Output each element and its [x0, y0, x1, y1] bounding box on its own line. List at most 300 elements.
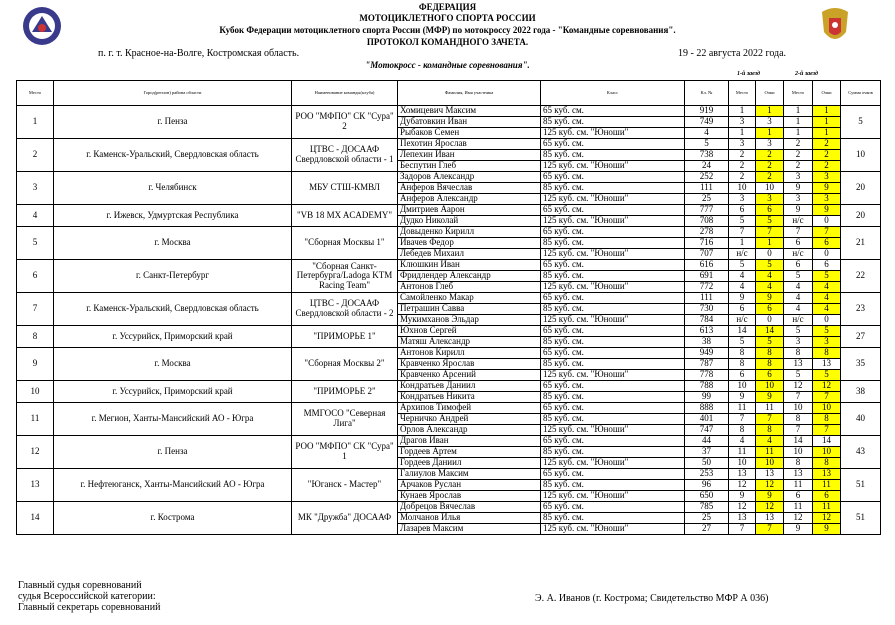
- rider-class: 85 куб. см.: [541, 304, 685, 315]
- team-name: ММГОСО "Северная Лига": [292, 403, 398, 436]
- rider-class: 125 куб. см. "Юноши": [541, 216, 685, 227]
- race2-points: 3: [813, 172, 841, 183]
- team-place: 5: [17, 227, 54, 260]
- team-total: 21: [841, 227, 881, 260]
- rider-name: Черничко Андрей: [398, 414, 541, 425]
- rider-name: Дудко Николай: [398, 216, 541, 227]
- rider-class: 85 куб. см.: [541, 271, 685, 282]
- team-total: 40: [841, 403, 881, 436]
- rider-number: 5: [685, 139, 729, 150]
- rider-class: 85 куб. см.: [541, 238, 685, 249]
- race1-points: 5: [756, 216, 784, 227]
- rider-class: 65 куб. см.: [541, 139, 685, 150]
- rider-class: 65 куб. см.: [541, 348, 685, 359]
- race2-place: 9: [784, 524, 813, 535]
- rider-class: 85 куб. см.: [541, 337, 685, 348]
- rider-class: 125 куб. см. "Юноши": [541, 425, 685, 436]
- team-place: 11: [17, 403, 54, 436]
- race2-points: 7: [813, 392, 841, 403]
- rider-number: 613: [685, 326, 729, 337]
- rider-name: Антонов Глеб: [398, 282, 541, 293]
- team-place: 13: [17, 469, 54, 502]
- team-total: 10: [841, 139, 881, 172]
- team-city: г. Пенза: [54, 436, 292, 469]
- rider-number: 772: [685, 282, 729, 293]
- table-row: [17, 293, 881, 304]
- team-total: 22: [841, 260, 881, 293]
- rider-class: 125 куб. см. "Юноши": [541, 315, 685, 326]
- race2-place: 5: [784, 271, 813, 282]
- rider-number: 253: [685, 469, 729, 480]
- race1-place: 9: [729, 293, 756, 304]
- race1-points: 12: [756, 502, 784, 513]
- team-name: "VB 18 MX ACADEMY": [292, 205, 398, 227]
- table-header-row: [17, 81, 881, 106]
- table-row: [17, 260, 881, 271]
- race2-points: 11: [813, 480, 841, 491]
- race2-place: 5: [784, 326, 813, 337]
- race2-place: 7: [784, 392, 813, 403]
- race1-points: 0: [756, 315, 784, 326]
- race1-place: 2: [729, 150, 756, 161]
- race1-place: 10: [729, 381, 756, 392]
- footer-line-3: Главный секретарь соревнований: [18, 602, 161, 613]
- team-city: г. Каменск-Уральский, Свердловская область: [54, 293, 292, 326]
- team-place: 4: [17, 205, 54, 227]
- venue: п. г. т. Красное-на-Волге, Костромская область.: [98, 48, 300, 59]
- rider-name: Хомицевич Максим: [398, 106, 541, 117]
- race-1-header: 1-й заезд: [737, 71, 760, 77]
- race1-points: 7: [756, 414, 784, 425]
- rider-number: 27: [685, 524, 729, 535]
- team-name: РОО "МФПО" СК "Сура" 1: [292, 436, 398, 469]
- col-race2-place: Место: [784, 81, 813, 106]
- race1-place: 11: [729, 447, 756, 458]
- race1-place: 3: [729, 139, 756, 150]
- race1-points: 1: [756, 128, 784, 139]
- race1-place: 9: [729, 491, 756, 502]
- rider-name: Петрашин Савва: [398, 304, 541, 315]
- race2-points: 10: [813, 403, 841, 414]
- race2-place: 9: [784, 205, 813, 216]
- race2-place: 13: [784, 469, 813, 480]
- team-place: 1: [17, 106, 54, 139]
- race1-points: 8: [756, 359, 784, 370]
- race1-points: 10: [756, 183, 784, 194]
- table-row: [17, 139, 881, 150]
- team-total: 23: [841, 293, 881, 326]
- rider-name: Кравченко Ярослав: [398, 359, 541, 370]
- rider-name: Лепехин Иван: [398, 150, 541, 161]
- race1-points: 9: [756, 293, 784, 304]
- rider-name: Гордеев Даниил: [398, 458, 541, 469]
- race1-place: н/с: [729, 249, 756, 260]
- race2-points: 0: [813, 216, 841, 227]
- rider-number: 24: [685, 161, 729, 172]
- race1-points: 5: [756, 337, 784, 348]
- rider-name: Кондратьев Никита: [398, 392, 541, 403]
- rider-class: 65 куб. см.: [541, 205, 685, 216]
- table-row: [17, 469, 881, 480]
- race2-place: 2: [784, 161, 813, 172]
- rider-name: Анферов Александр: [398, 194, 541, 205]
- rider-number: 38: [685, 337, 729, 348]
- team-name: ЦТВС - ДОСААФ Свердловской области - 1: [292, 139, 398, 172]
- race1-place: н/с: [729, 315, 756, 326]
- col-city: Город(регион) района области: [54, 81, 292, 106]
- table-row: [17, 348, 881, 359]
- race2-points: 13: [813, 359, 841, 370]
- rider-class: 65 куб. см.: [541, 260, 685, 271]
- team-total: 51: [841, 502, 881, 535]
- race1-place: 13: [729, 513, 756, 524]
- rider-class: 125 куб. см. "Юноши": [541, 161, 685, 172]
- team-total: 43: [841, 436, 881, 469]
- race2-points: 9: [813, 205, 841, 216]
- col-rider: Фамилия, Имя участника: [398, 81, 541, 106]
- race2-place: 11: [784, 480, 813, 491]
- race2-points: 12: [813, 381, 841, 392]
- event-subtitle: "Мотокросс - командные соревнования".: [365, 60, 530, 70]
- rider-name: Рыбаков Семен: [398, 128, 541, 139]
- rider-name: Матяш Александр: [398, 337, 541, 348]
- rider-number: 99: [685, 392, 729, 403]
- race1-points: 14: [756, 326, 784, 337]
- race1-points: 6: [756, 205, 784, 216]
- rider-number: 707: [685, 249, 729, 260]
- race1-points: 3: [756, 139, 784, 150]
- race2-points: 2: [813, 139, 841, 150]
- race1-points: 8: [756, 348, 784, 359]
- team-city: г. Мегион, Ханты-Мансийский АО - Югра: [54, 403, 292, 436]
- rider-name: Орлов Александр: [398, 425, 541, 436]
- race1-place: 10: [729, 183, 756, 194]
- race2-points: 1: [813, 128, 841, 139]
- rider-class: 85 куб. см.: [541, 150, 685, 161]
- race2-points: 8: [813, 458, 841, 469]
- team-total: 20: [841, 205, 881, 227]
- race1-points: 6: [756, 304, 784, 315]
- race1-place: 10: [729, 458, 756, 469]
- table-row: [17, 436, 881, 447]
- rider-name: Лазарев Максим: [398, 524, 541, 535]
- race2-points: 0: [813, 249, 841, 260]
- rider-class: 125 куб. см. "Юноши": [541, 491, 685, 502]
- team-place: 3: [17, 172, 54, 205]
- race2-points: 8: [813, 414, 841, 425]
- race1-place: 9: [729, 392, 756, 403]
- team-name: "Сборная Москвы 2": [292, 348, 398, 381]
- race2-place: н/с: [784, 315, 813, 326]
- race1-place: 7: [729, 227, 756, 238]
- race1-points: 13: [756, 513, 784, 524]
- table-row: [17, 502, 881, 513]
- race2-place: 7: [784, 227, 813, 238]
- team-name: "Сборная Санкт-Петербурга/Ladoga KTM Racing Team": [292, 260, 398, 293]
- race2-place: 2: [784, 139, 813, 150]
- team-place: 14: [17, 502, 54, 535]
- rider-name: Задоров Александр: [398, 172, 541, 183]
- rider-name: Архипов Тимофей: [398, 403, 541, 414]
- race1-place: 4: [729, 271, 756, 282]
- rider-number: 919: [685, 106, 729, 117]
- rider-name: Гордеев Артем: [398, 447, 541, 458]
- race2-points: 9: [813, 183, 841, 194]
- event-dates: 19 - 22 августа 2022 года.: [678, 48, 787, 59]
- team-place: 2: [17, 139, 54, 172]
- race1-place: 11: [729, 403, 756, 414]
- team-city: г. Челябинск: [54, 172, 292, 205]
- col-place: Место: [17, 81, 54, 106]
- table-row: [17, 381, 881, 392]
- rider-number: 778: [685, 370, 729, 381]
- race2-place: 10: [784, 403, 813, 414]
- team-city: г. Пенза: [54, 106, 292, 139]
- rider-number: 4: [685, 128, 729, 139]
- table-row: [17, 227, 881, 238]
- race1-place: 3: [729, 117, 756, 128]
- rider-number: 252: [685, 172, 729, 183]
- table-row: [17, 172, 881, 183]
- team-place: 12: [17, 436, 54, 469]
- rider-class: 65 куб. см.: [541, 106, 685, 117]
- race1-place: 1: [729, 128, 756, 139]
- race1-points: 12: [756, 480, 784, 491]
- race2-points: 10: [813, 447, 841, 458]
- table-row: [17, 403, 881, 414]
- race1-place: 7: [729, 414, 756, 425]
- rider-name: Дубатовкин Иван: [398, 117, 541, 128]
- col-number: Кл. №: [685, 81, 729, 106]
- team-city: г. Кострома: [54, 502, 292, 535]
- results-table: [16, 80, 881, 535]
- rider-name: Кунаев Ярослав: [398, 491, 541, 502]
- race1-place: 14: [729, 326, 756, 337]
- race1-points: 4: [756, 436, 784, 447]
- race2-points: 2: [813, 161, 841, 172]
- team-total: 27: [841, 326, 881, 348]
- race1-points: 4: [756, 271, 784, 282]
- table-row: [17, 205, 881, 216]
- race1-place: 12: [729, 502, 756, 513]
- org-line-2: МОТОЦИКЛЕТНОГО СПОРТА РОССИИ: [359, 13, 536, 23]
- team-name: ЦТВС - ДОСААФ Свердловской области - 2: [292, 293, 398, 326]
- race2-place: 4: [784, 304, 813, 315]
- rider-number: 788: [685, 381, 729, 392]
- race2-points: 4: [813, 282, 841, 293]
- rider-number: 785: [685, 502, 729, 513]
- race1-points: 7: [756, 227, 784, 238]
- rider-name: Юхнов Сергей: [398, 326, 541, 337]
- rider-number: 730: [685, 304, 729, 315]
- race2-place: 1: [784, 128, 813, 139]
- race2-place: 14: [784, 436, 813, 447]
- rider-name: Арчаков Руслан: [398, 480, 541, 491]
- race2-points: 1: [813, 117, 841, 128]
- rider-number: 787: [685, 359, 729, 370]
- rider-class: 65 куб. см.: [541, 469, 685, 480]
- rider-name: Самойленко Макар: [398, 293, 541, 304]
- rider-name: Анферов Вячеслав: [398, 183, 541, 194]
- rider-class: 125 куб. см. "Юноши": [541, 458, 685, 469]
- team-city: г. Москва: [54, 348, 292, 381]
- race2-place: 13: [784, 359, 813, 370]
- race2-place: 1: [784, 106, 813, 117]
- rider-number: 650: [685, 491, 729, 502]
- team-city: г. Уссурийск, Приморский край: [54, 326, 292, 348]
- race2-place: 3: [784, 172, 813, 183]
- race2-points: 6: [813, 238, 841, 249]
- race2-points: 5: [813, 326, 841, 337]
- org-line-1: ФЕДЕРАЦИЯ: [418, 2, 477, 12]
- col-race1-points: Очки: [756, 81, 784, 106]
- race2-points: 14: [813, 436, 841, 447]
- rider-class: 65 куб. см.: [541, 172, 685, 183]
- race1-place: 12: [729, 480, 756, 491]
- race1-points: 2: [756, 161, 784, 172]
- rider-class: 85 куб. см.: [541, 183, 685, 194]
- race2-place: 6: [784, 260, 813, 271]
- rider-name: Добрецов Вячеслав: [398, 502, 541, 513]
- race2-points: 4: [813, 293, 841, 304]
- rider-class: 125 куб. см. "Юноши": [541, 128, 685, 139]
- race1-place: 6: [729, 205, 756, 216]
- race2-points: 5: [813, 271, 841, 282]
- race1-place: 5: [729, 260, 756, 271]
- rider-name: Лебедев Михаил: [398, 249, 541, 260]
- rider-number: 708: [685, 216, 729, 227]
- race2-place: 9: [784, 183, 813, 194]
- team-name: МК "Дружба" ДОСААФ: [292, 502, 398, 535]
- race2-place: 8: [784, 414, 813, 425]
- race2-points: 11: [813, 502, 841, 513]
- rider-number: 44: [685, 436, 729, 447]
- team-name: "Сборная Москвы 1": [292, 227, 398, 260]
- team-city: г. Нефтеюганск, Ханты-Мансийский АО - Югра: [54, 469, 292, 502]
- race1-points: 0: [756, 249, 784, 260]
- race2-points: 3: [813, 194, 841, 205]
- rider-name: Ивачев Федор: [398, 238, 541, 249]
- race1-place: 8: [729, 348, 756, 359]
- race1-points: 3: [756, 194, 784, 205]
- race2-place: 2: [784, 150, 813, 161]
- rider-number: 278: [685, 227, 729, 238]
- race1-place: 2: [729, 172, 756, 183]
- race1-points: 9: [756, 491, 784, 502]
- chief-judge: Э. А. Иванов (г. Кострома; Свидетельство МФР А 036): [535, 593, 769, 604]
- race1-place: 4: [729, 282, 756, 293]
- page-title: Кубок Федерации мотоциклетного спорта России (МФР) по мотокроссу 2022 года - "Командные соревнования".: [219, 25, 676, 35]
- race1-points: 11: [756, 447, 784, 458]
- rider-name: Кравченко Арсений: [398, 370, 541, 381]
- race2-points: 3: [813, 337, 841, 348]
- race1-place: 7: [729, 524, 756, 535]
- race2-place: 6: [784, 491, 813, 502]
- team-name: "ПРИМОРЬЕ 1": [292, 326, 398, 348]
- rider-name: Клюшкин Иван: [398, 260, 541, 271]
- footer-line-1: Главный судья соревнований: [18, 580, 142, 591]
- rider-class: 125 куб. см. "Юноши": [541, 194, 685, 205]
- team-total: 5: [841, 106, 881, 139]
- team-city: г. Каменск-Уральский, Свердловская область: [54, 139, 292, 172]
- footer-line-2: судья Всероссийской категории:: [18, 591, 156, 602]
- race2-place: 5: [784, 370, 813, 381]
- rider-number: 25: [685, 513, 729, 524]
- race2-points: 1: [813, 106, 841, 117]
- rider-name: Галиулов Максим: [398, 469, 541, 480]
- race2-place: 3: [784, 337, 813, 348]
- race2-points: 4: [813, 304, 841, 315]
- rider-name: Пехотин Ярослав: [398, 139, 541, 150]
- team-place: 10: [17, 381, 54, 403]
- race2-points: 6: [813, 260, 841, 271]
- race2-points: 5: [813, 370, 841, 381]
- rider-class: 85 куб. см.: [541, 447, 685, 458]
- race1-place: 8: [729, 359, 756, 370]
- race1-points: 3: [756, 117, 784, 128]
- race1-points: 10: [756, 458, 784, 469]
- race1-points: 5: [756, 260, 784, 271]
- rider-number: 37: [685, 447, 729, 458]
- race1-place: 2: [729, 161, 756, 172]
- rider-number: 777: [685, 205, 729, 216]
- rider-name: Беспутин Глеб: [398, 161, 541, 172]
- race2-points: 7: [813, 425, 841, 436]
- race2-place: 11: [784, 502, 813, 513]
- race2-place: н/с: [784, 216, 813, 227]
- team-place: 7: [17, 293, 54, 326]
- rider-number: 888: [685, 403, 729, 414]
- race2-place: 12: [784, 381, 813, 392]
- rider-class: 85 куб. см.: [541, 117, 685, 128]
- team-place: 9: [17, 348, 54, 381]
- rider-number: 738: [685, 150, 729, 161]
- table-row: [17, 326, 881, 337]
- rider-class: 65 куб. см.: [541, 227, 685, 238]
- rider-class: 125 куб. см. "Юноши": [541, 370, 685, 381]
- rider-number: 747: [685, 425, 729, 436]
- team-total: 20: [841, 172, 881, 205]
- race1-points: 2: [756, 172, 784, 183]
- race1-points: 1: [756, 106, 784, 117]
- race1-place: 5: [729, 216, 756, 227]
- race1-place: 6: [729, 304, 756, 315]
- rider-number: 50: [685, 458, 729, 469]
- race1-place: 8: [729, 425, 756, 436]
- rider-class: 65 куб. см.: [541, 381, 685, 392]
- rider-name: Мукимханов Эльдар: [398, 315, 541, 326]
- race2-points: 13: [813, 469, 841, 480]
- race1-place: 3: [729, 194, 756, 205]
- rider-name: Драгов Иван: [398, 436, 541, 447]
- race1-place: 1: [729, 106, 756, 117]
- race1-place: 5: [729, 337, 756, 348]
- rider-class: 65 куб. см.: [541, 436, 685, 447]
- rider-class: 65 куб. см.: [541, 326, 685, 337]
- rider-name: Довыденко Кирилл: [398, 227, 541, 238]
- rider-name: Кондратьев Даниил: [398, 381, 541, 392]
- team-total: 51: [841, 469, 881, 502]
- race1-points: 2: [756, 150, 784, 161]
- race2-place: 1: [784, 117, 813, 128]
- rider-name: Антонов Кирилл: [398, 348, 541, 359]
- race2-place: 3: [784, 194, 813, 205]
- rider-number: 96: [685, 480, 729, 491]
- race2-place: 4: [784, 282, 813, 293]
- race-2-header: 2-й заезд: [795, 71, 818, 77]
- race2-points: 9: [813, 524, 841, 535]
- rider-class: 65 куб. см.: [541, 502, 685, 513]
